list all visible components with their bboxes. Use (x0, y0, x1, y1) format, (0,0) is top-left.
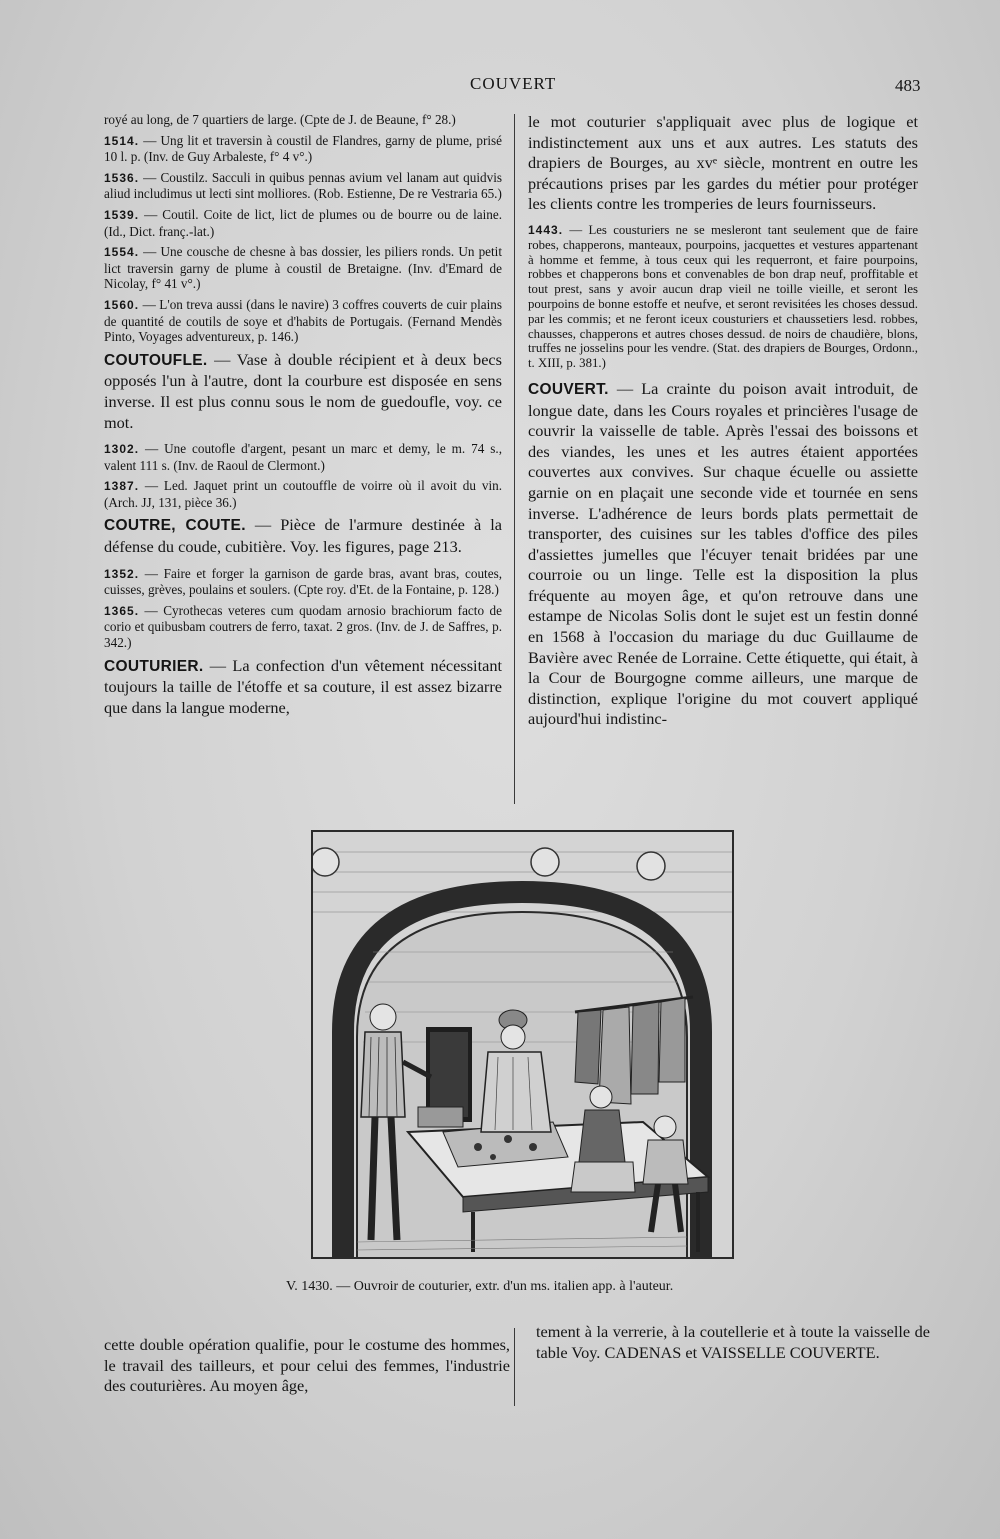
entry-couturier: COUTURIER. — La confection d'un vêtement nécessitant toujours la taille de l'étoffe et sa couture, il est assez bizarre que dans la langue moderne, (104, 655, 502, 717)
headword: COUTRE, COUTE. (104, 517, 246, 535)
column-divider (514, 114, 515, 804)
bottom-right-column (536, 1322, 930, 1371)
headword: COUTOUFLE. (104, 351, 208, 369)
paragraph-bottom-left: cette double opération qualifie, pour le costume des hommes, le travail des tailleurs, et pour celui des femmes, l'industrie des couturières. Au moyen âge, (104, 1335, 510, 1396)
entry-coutoufle: COUTOUFLE. — Vase à double récipient et à deux becs opposés l'un à l'autre, dont la courbure est disposée en sens inverse. Il est plus connu sous le nom de guedoufle, voy. ce mot. (104, 349, 502, 432)
citation-1536: 1536. — Coustilz. Sacculi in quibus pennas avium vel lanam aut quidvis aliud includimus ut lecti sint molliores. (Rob. Estienne, De re Vestraria 65.) (104, 169, 502, 202)
citation-1514: 1514. — Ung lit et traversin à coustil de Flandres, garny de plume, prisé 10 l. p. (Inv. de Guy Arbaleste, f° 4 v°.) (104, 132, 503, 165)
citation-1539: 1539. — Coutil. Coite de lict, lict de plumes ou de bourre ou de laine. (Id., Dict. franç.-lat.) (104, 206, 502, 239)
left-column (104, 112, 502, 726)
entry-coutre: COUTRE, COUTE. — Pièce de l'armure destinée à la défense du coude, cubitière. Voy. les figures, page 213. (104, 515, 502, 557)
figure-caption: V. 1430. — Ouvroir de couturier, extr. d'un ms. italien app. à l'auteur. (286, 1279, 674, 1294)
citation-1302: 1302. — Une coutofle d'argent, pesant un marc et demy, le m. 74 s., valent 111 s. (Inv. de Raoul de Clermont.) (104, 441, 502, 473)
citation-1560: 1560. — L'on treva aussi (dans le navire) 3 coffres couverts de cuir plains de quantité de coutils de soye et d'habits de Portugais. (Fernand Mendès Pinto, Voyages adventureux, p. 146.) (104, 296, 502, 345)
engraving-illustration (313, 832, 732, 1257)
headword: COUVERT. (528, 380, 609, 398)
right-column (528, 112, 918, 738)
column-divider-bottom (514, 1328, 515, 1406)
bottom-left-column (104, 1335, 510, 1405)
citation-1554: 1554. — Une cousche de chesne à bas dossier, les piliers ronds. Un petit lict traversin garny de plume à coustil de Bretaigne. (Inv. d'Emard de Nicolay, f° 41 v°.) (104, 244, 503, 292)
engraving-tailor-workshop (311, 830, 734, 1259)
running-head: COUVERT (470, 74, 557, 93)
headword: COUTURIER. (104, 657, 204, 675)
citation-continued: royé au long, de 7 quartiers de large. (Cpte de J. de Beaune, f° 28.) (104, 112, 456, 127)
paragraph-bottom-right: tement à la verrerie, à la coutellerie et à toute la vaisselle de table Voy. CADENAS et VAISSELLE COUVERTE. (536, 1322, 930, 1362)
paragraph-couturier-continued: le mot couturier s'appliquait avec plus de logique et indistinctement aux uns et aux autres. Les statuts des drapiers de Bourges, au xvᵉ siècle, montrent en outre les précautions prises par les gardes du métier pour protéger les clients contre les tromperies de leurs fournisseurs. (528, 112, 918, 214)
citation-1443: 1443. — Les cousturiers ne se mesleront tant seulement que de faire robes, chapperons, manteaux, pourpoins, jacquettes et vestures appartenant à homme et femme, à tous ceux qui les requerront, et faire pourpoins, robbes et chapperons bons et convenables de bon drap neuf, proffitable et tout prest, sans y avoir aucun drap vieil ne toille vieille, et seront les pourpoins de bonne estoffe et neufve, et seront revisitées les choses dessud. par les commis; et ne feront iceux cousturiers et chaussetiers lesd. robbes, chausses, chapperons et autres choses dessud. de noirs de chaudière, blons, truffes ne josselins pour les vendre. (Stat. des drapiers de Bourges, Ordonn., t. XIII, p. 381.) (528, 222, 919, 371)
page-number: 483 (895, 76, 921, 95)
citation-1387: 1387. — Led. Jaquet print un coutouffle de voirre où il avoit du vin. (Arch. JJ, 131, pièce 36.) (104, 478, 502, 510)
entry-couvert: COUVERT. — La crainte du poison avait introduit, de longue date, dans les Cours royales et princières l'usage de couvrir la vaisselle de table. Après l'essai des boissons et des viandes, les unes et les autres étaient apportées couvertes aux convives. Sur chaque écuelle ou assiette garnie on en plaçait une seconde vide et tournée en sens inverse. L'adhérence de leurs bords plats permettait de transporter, des cuisines sur les tables d'office des piles d'assiettes jumelles que l'écuyer tenait bridées par une courroie ou un linge. Telle est la disposition la plus fréquente au moyen âge, et qu'on retrouve dans une estampe de Nicolas Solis dont le sujet est un festin donné en 1568 à l'occasion du mariage du duc Guillaume de Bavière avec Renée de Lorraine. Cette étiquette, qui était, à la Cour de Bourgogne comme ailleurs, une marque de distinction, explique l'origine du mot couvert appliqué aujourd'hui indistinc- (528, 378, 918, 729)
citation-1365: 1365. — Cyrothecas veteres cum quodam arnosio brachiorum facto de corio et quibusbam coutrers de ferro, taxat. 2 gros. (Inv. de J. de Saffres, p. 342.) (104, 602, 502, 651)
citation-1352: 1352. — Faire et forger la garnison de garde bras, avant bras, coutes, cuisses, grèves, poulains et soulers. (Cpte roy. d'Et. de la Fontaine, p. 128.) (104, 565, 502, 598)
